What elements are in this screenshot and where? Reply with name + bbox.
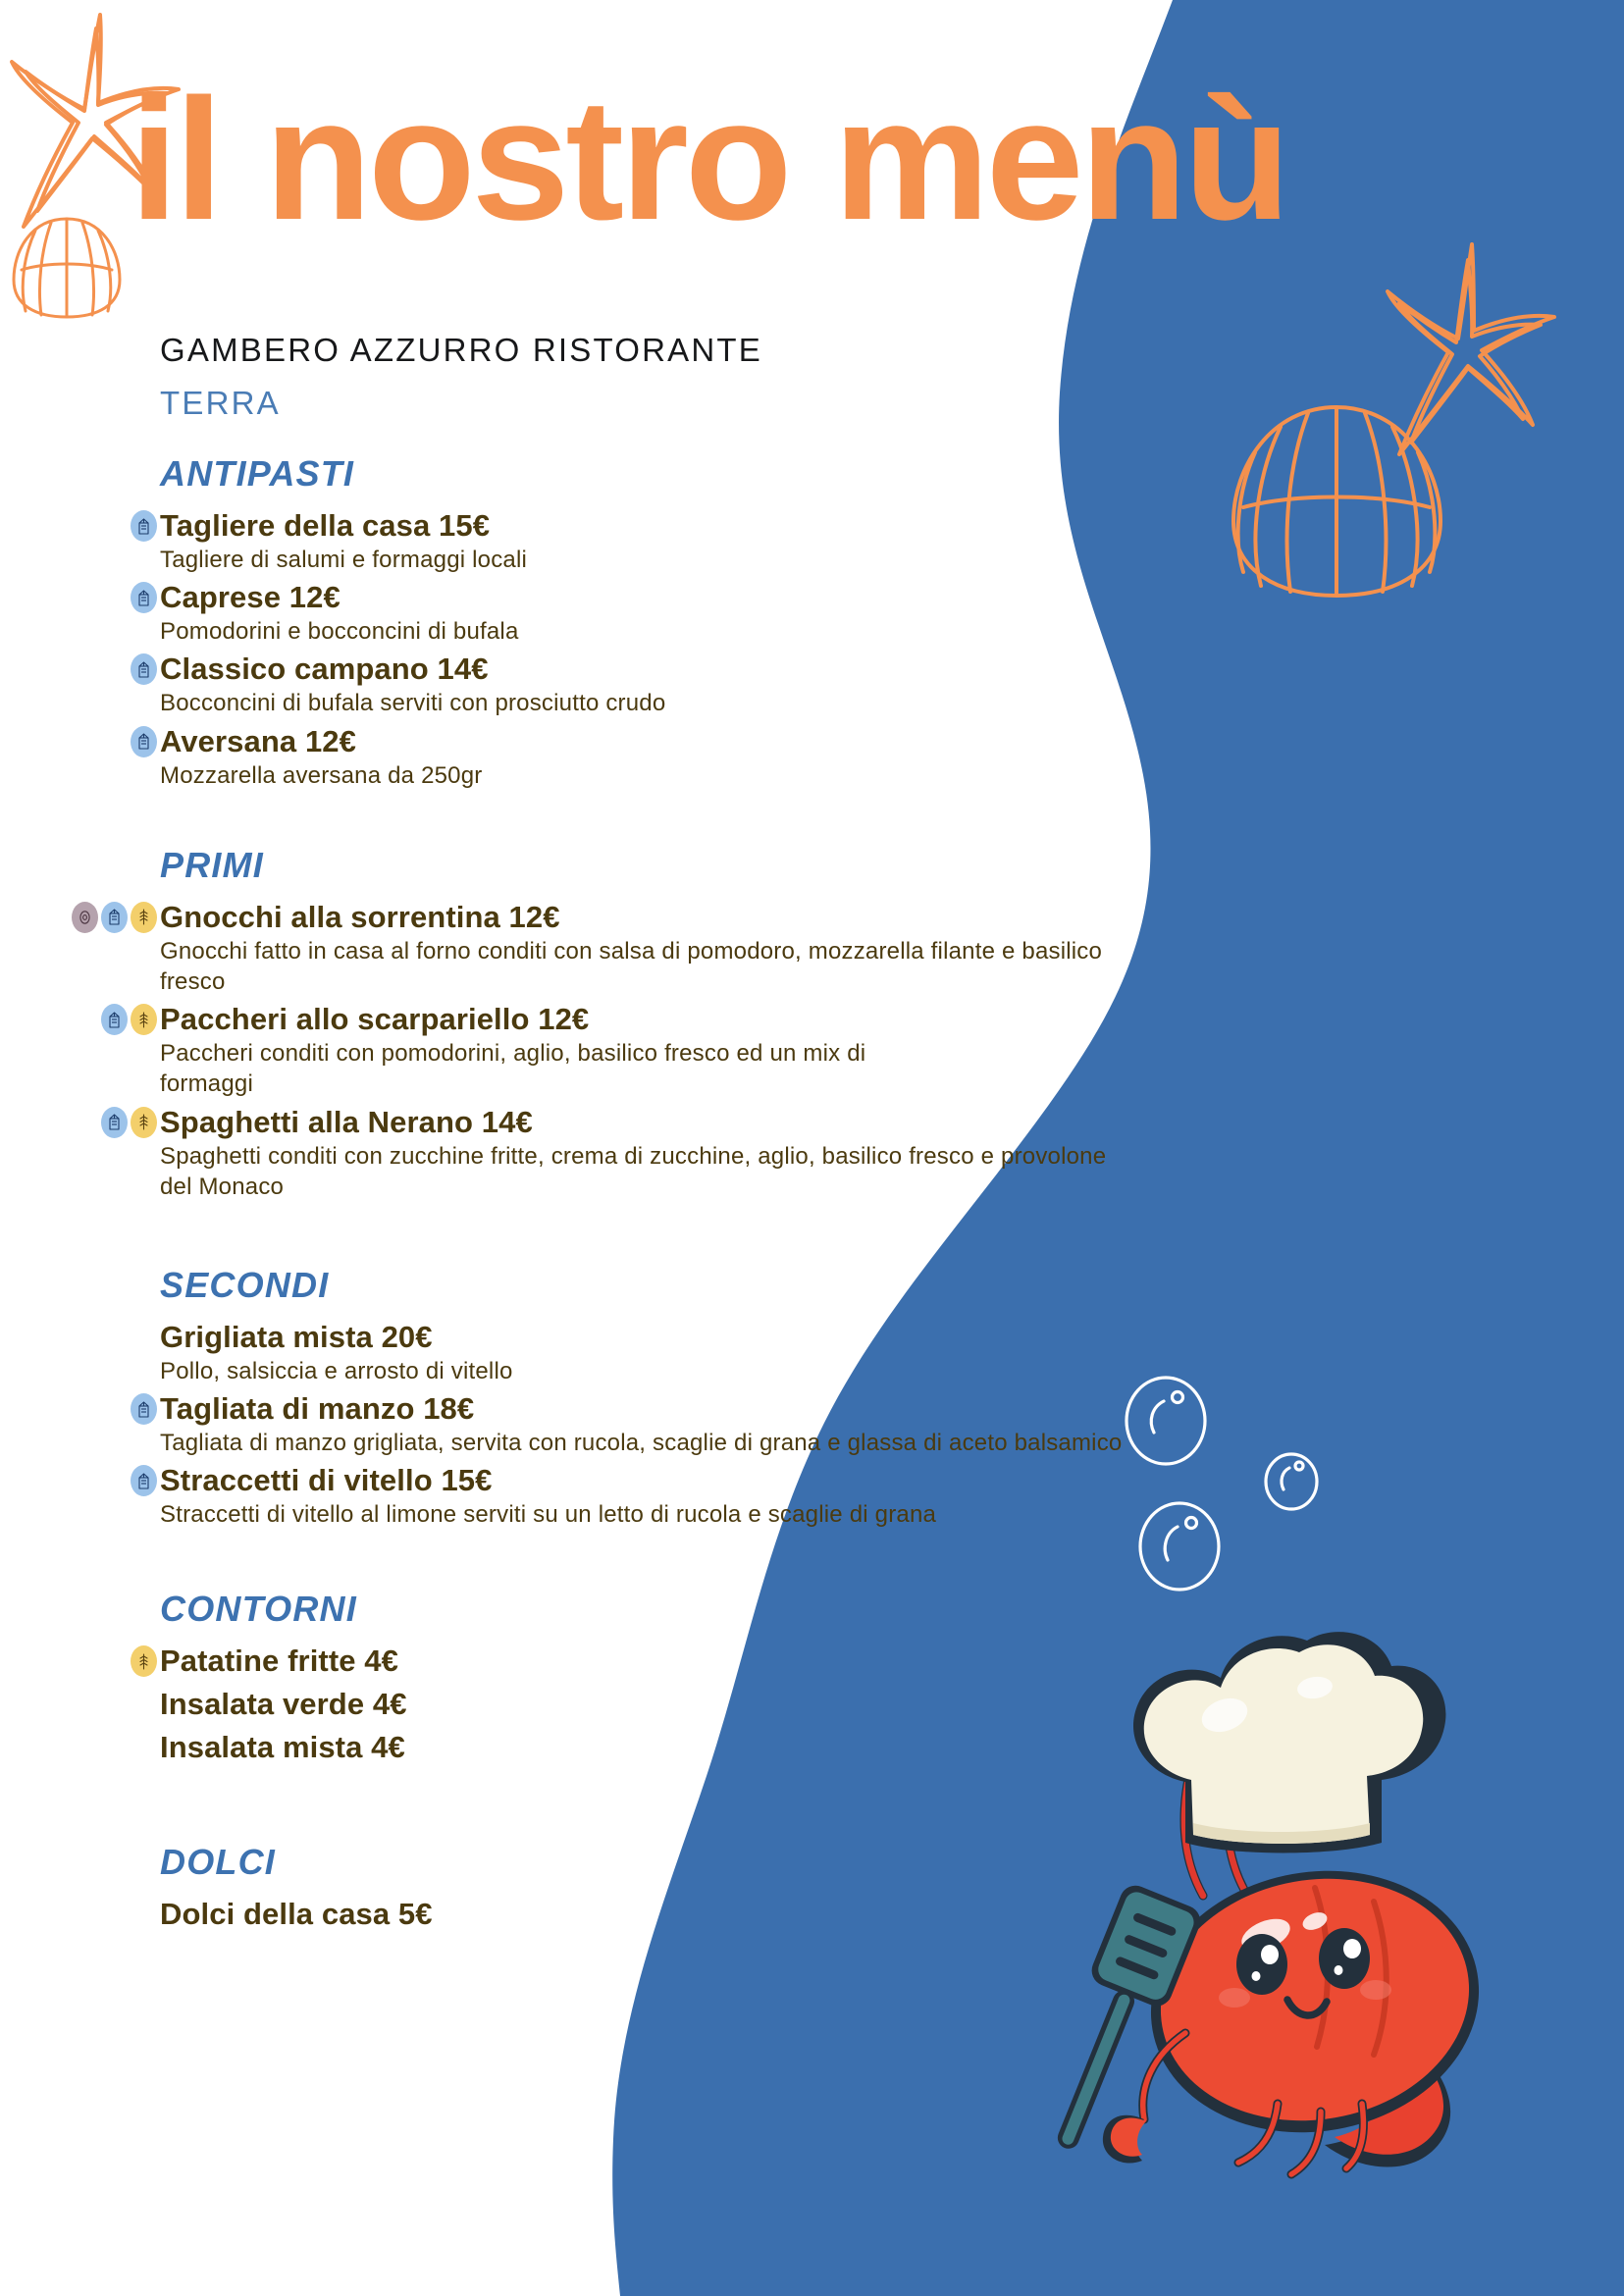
- section-title-antipasti: ANTIPASTI: [160, 453, 355, 494]
- menu-item[interactable]: [0, 1644, 1138, 1679]
- menu-item-title-wrap: [160, 1463, 492, 1498]
- section-title-secondi: SECONDI: [160, 1264, 330, 1305]
- menu-item-description: Bocconcini di bufala serviti con prosciutto crudo: [160, 690, 666, 717]
- section-title-contorni: CONTORNI: [160, 1589, 357, 1630]
- menu-item[interactable]: [0, 508, 1138, 575]
- allergen-badge-group: [131, 582, 160, 613]
- menu-item-title-wrap: [160, 1320, 433, 1355]
- menu-item-name: Classico campano 14€: [160, 652, 489, 687]
- allergen-glutine-icon: [131, 1004, 157, 1035]
- menu-item-header: [0, 1391, 1138, 1427]
- allergen-uova-icon: [72, 902, 98, 933]
- menu-item-description: Gnocchi fatto in casa al forno conditi con salsa di pomodoro, mozzarella filante e basilico fresco: [160, 937, 1103, 995]
- allergen-badge-group: [131, 1393, 160, 1425]
- menu-item-list: [0, 1644, 1138, 1765]
- menu-section-antipasti: [0, 453, 1138, 791]
- shrimp-chef-mascot: [1021, 1590, 1609, 2198]
- menu-item-description: Straccetti di vitello al limone serviti su un letto di rucola e scaglie di grana: [160, 1501, 937, 1529]
- menu-item-header: [0, 508, 1138, 544]
- menu-item-title-wrap: [160, 508, 490, 544]
- menu-item-title-wrap: [160, 900, 560, 935]
- page-title: il nostro menù: [130, 64, 1287, 256]
- allergen-badge-group: [72, 902, 160, 933]
- allergen-badge-group: [101, 1107, 160, 1138]
- menu-item[interactable]: [0, 1002, 1138, 1099]
- allergen-latticini-icon: [101, 1107, 128, 1138]
- allergen-glutine-icon: [131, 1107, 157, 1138]
- allergen-glutine-icon: [131, 1645, 157, 1677]
- allergen-latticini-icon: [131, 1393, 157, 1425]
- menu-item[interactable]: [0, 724, 1138, 791]
- menu-item[interactable]: [0, 1391, 1138, 1458]
- menu-item[interactable]: [0, 1105, 1138, 1202]
- menu-item-name: Dolci della casa 5€: [160, 1897, 433, 1932]
- menu-item[interactable]: [0, 900, 1138, 997]
- menu-item-name: Insalata verde 4€: [160, 1687, 407, 1722]
- menu-item[interactable]: [0, 1320, 1138, 1386]
- menu-item-header: [0, 1105, 1138, 1140]
- allergen-badge-group: [131, 653, 160, 685]
- menu-item-name: Gnocchi alla sorrentina 12€: [160, 899, 560, 934]
- menu-section-secondi: [0, 1265, 1138, 1531]
- allergen-latticini-icon: [131, 726, 157, 757]
- menu-item-name: Spaghetti alla Nerano 14€: [160, 1104, 533, 1139]
- restaurant-name: GAMBERO AZZURRO RISTORANTE: [160, 332, 762, 368]
- menu-item-name: Patatine fritte 4€: [160, 1644, 398, 1679]
- allergen-badge-group: [131, 1645, 160, 1677]
- menu-item-list: [0, 508, 1138, 791]
- menu-item-title-wrap: [160, 652, 489, 687]
- menu-item-name: Grigliata mista 20€: [160, 1319, 433, 1354]
- menu-item-description: Tagliere di salumi e formaggi locali: [160, 547, 528, 573]
- allergen-badge-group: [131, 726, 160, 757]
- allergen-latticini-icon: [131, 510, 157, 542]
- allergen-latticini-icon: [131, 582, 157, 613]
- menu-item-list: [0, 1320, 1138, 1531]
- menu-item-title-wrap: [160, 1105, 533, 1140]
- menu-item-description: Pollo, salsiccia e arrosto di vitello: [160, 1357, 513, 1384]
- menu-item-name: Tagliere della casa 15€: [160, 508, 491, 543]
- menu-item-header: [0, 1897, 1138, 1932]
- section-title-dolci: DOLCI: [160, 1842, 276, 1883]
- menu-item-header: [0, 1730, 1138, 1765]
- menu-item-name: Caprese 12€: [160, 580, 341, 615]
- menu-item-header: [0, 900, 1138, 935]
- menu-area-label: TERRA: [160, 385, 281, 421]
- section-title-primi: PRIMI: [160, 844, 265, 885]
- menu-section-contorni: [0, 1589, 1138, 1765]
- menu-item-header: [0, 580, 1138, 615]
- allergen-latticini-icon: [131, 653, 157, 685]
- menu-item-description: Mozzarella aversana da 250gr: [160, 761, 483, 789]
- menu-item[interactable]: [0, 1687, 1138, 1722]
- menu-item-list: [0, 1897, 1138, 1932]
- allergen-badge-group: [131, 510, 160, 542]
- menu-item-header: [0, 1644, 1138, 1679]
- menu-item-name: Tagliata di manzo 18€: [160, 1391, 475, 1427]
- menu-item-header: [0, 652, 1138, 687]
- menu-sections: [0, 453, 1138, 1936]
- menu-item-description: Paccheri conditi con pomodorini, aglio, basilico fresco ed un mix di formaggi: [160, 1040, 866, 1098]
- menu-item[interactable]: [0, 1463, 1138, 1530]
- menu-item-title-wrap: [160, 1391, 474, 1427]
- menu-item-title-wrap: [160, 1644, 398, 1679]
- allergen-latticini-icon: [131, 1465, 157, 1496]
- menu-item-name: Insalata mista 4€: [160, 1730, 405, 1765]
- menu-item[interactable]: [0, 1730, 1138, 1765]
- menu-item-header: [0, 1002, 1138, 1037]
- menu-section-dolci: [0, 1842, 1138, 1932]
- allergen-badge-group: [101, 1004, 160, 1035]
- menu-item-header: [0, 1463, 1138, 1498]
- menu-item-title-wrap: [160, 1002, 589, 1037]
- menu-section-primi: [0, 845, 1138, 1202]
- menu-item-header: [0, 1320, 1138, 1355]
- menu-item-list: [0, 900, 1138, 1202]
- menu-item[interactable]: [0, 1897, 1138, 1932]
- menu-item-title-wrap: [160, 1897, 433, 1932]
- menu-item-description: Tagliata di manzo grigliata, servita con rucola, scaglie di grana e glassa di aceto balsamico: [160, 1430, 1123, 1457]
- menu-item-title-wrap: [160, 580, 341, 615]
- menu-item-header: [0, 724, 1138, 759]
- allergen-latticini-icon: [101, 902, 128, 933]
- menu-item-header: [0, 1687, 1138, 1722]
- allergen-badge-group: [131, 1465, 160, 1496]
- allergen-glutine-icon: [131, 902, 157, 933]
- menu-item-title-wrap: [160, 1730, 405, 1765]
- menu-item-name: Aversana 12€: [160, 723, 356, 758]
- menu-item-name: Paccheri allo scarpariello 12€: [160, 1002, 590, 1037]
- allergen-latticini-icon: [101, 1004, 128, 1035]
- menu-item-title-wrap: [160, 724, 356, 759]
- menu-item-title-wrap: [160, 1687, 407, 1722]
- menu-item-name: Straccetti di vitello 15€: [160, 1463, 493, 1498]
- menu-item-description: Pomodorini e bocconcini di bufala: [160, 618, 519, 646]
- menu-item[interactable]: [0, 580, 1138, 647]
- menu-item-description: Spaghetti conditi con zucchine fritte, crema di zucchine, aglio, basilico fresco e provolone del Monaco: [160, 1142, 1107, 1200]
- menu-item[interactable]: [0, 652, 1138, 718]
